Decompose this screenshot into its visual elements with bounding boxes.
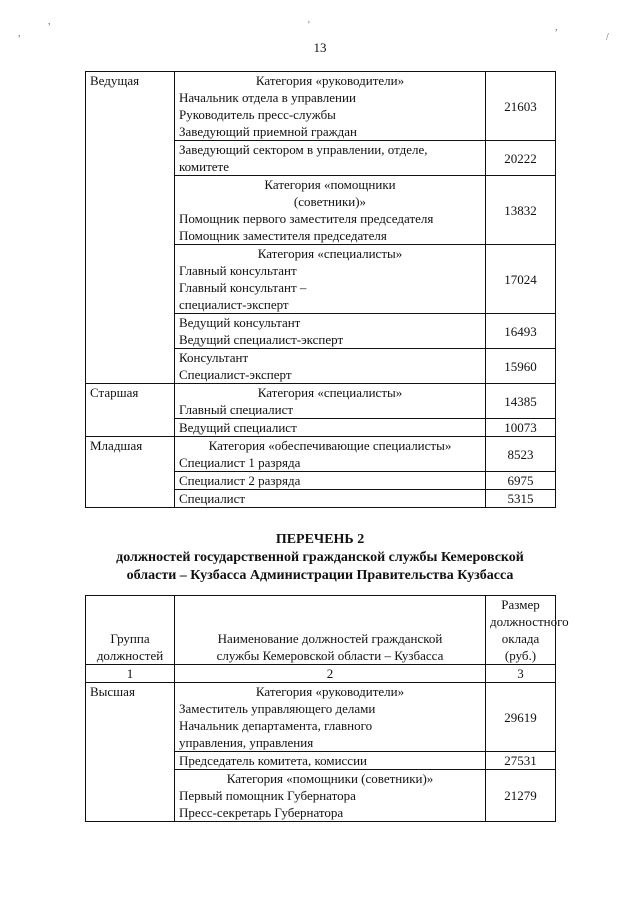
- header-text: должностей: [96, 648, 164, 663]
- salary-cell: 6975: [486, 472, 556, 490]
- salary-table-1: [85, 71, 556, 508]
- group-cell: [86, 683, 175, 822]
- group-name: Старшая: [90, 385, 139, 400]
- category-label: Категория «помощники (советники)»: [226, 771, 434, 786]
- scan-mark: ,: [48, 16, 51, 27]
- list-2-subtitle-line-2: области – Кузбасса Администрации Правительства Кузбасса: [126, 568, 514, 583]
- position-cell: [175, 245, 486, 314]
- position-name: Заведующий сектором в управлении, отделе,: [179, 142, 428, 157]
- scan-mark: ,: [555, 22, 558, 33]
- position-name: Начальник департамента, главного: [179, 718, 373, 733]
- position-cell: [175, 141, 486, 176]
- salary-cell: 17024: [486, 245, 556, 314]
- scan-mark: ,: [18, 28, 21, 39]
- salary-cell: 27531: [486, 752, 556, 770]
- salary-cell: 10073: [486, 419, 556, 437]
- category-label: Категория «помощники: [264, 177, 396, 192]
- salary-table-2: [85, 595, 569, 822]
- group-cell: [86, 72, 175, 384]
- header-text: Размер: [501, 597, 540, 612]
- position-name: Начальник отдела в управлении: [179, 90, 356, 105]
- position-name: Заведующий приемной граждан: [179, 124, 357, 139]
- header-text: Наименование должностей гражданской: [217, 631, 443, 646]
- salary-cell: 21279: [486, 770, 556, 822]
- category-label: Категория «руководители»: [255, 73, 405, 88]
- position-name: Пресс-секретарь Губернатора: [179, 805, 344, 820]
- position-name: Консультант: [179, 350, 249, 365]
- position-cell: [175, 437, 486, 472]
- group-cell: [86, 384, 175, 437]
- category-label: Категория «специалисты»: [257, 246, 403, 261]
- position-cell: [175, 683, 486, 752]
- list-2-title: ПЕРЕЧЕНЬ 2: [275, 532, 365, 547]
- header-text: службы Кемеровской области – Кузбасса: [216, 648, 444, 663]
- salary-cell: 13832: [486, 176, 556, 245]
- position-cell: [175, 176, 486, 245]
- position-name: Помощник заместителя председателя: [179, 228, 387, 243]
- position-cell: [175, 72, 486, 141]
- table-row: [86, 437, 556, 472]
- position-name: Ведущий консультант: [179, 315, 301, 330]
- column-number: 1: [86, 665, 175, 683]
- position-name: Первый помощник Губернатора: [179, 788, 356, 803]
- category-label: Категория «обеспечивающие специалисты»: [208, 438, 452, 453]
- group-cell: [86, 437, 175, 508]
- position-name: Ведущий специалист-эксперт: [179, 332, 344, 347]
- salary-cell: 20222: [486, 141, 556, 176]
- salary-cell: 16493: [486, 314, 556, 349]
- header-text: Группа: [110, 631, 150, 646]
- position-cell: [175, 384, 486, 419]
- category-label: (советники)»: [293, 194, 367, 209]
- scan-mark: ': [308, 20, 310, 31]
- position-cell: [175, 490, 486, 508]
- group-name: Младшая: [90, 438, 143, 453]
- header-salary-cell: [486, 596, 569, 665]
- table-row: [86, 683, 556, 752]
- salary-table-1-body: [86, 72, 556, 508]
- position-name: Председатель комитета, комиссии: [179, 753, 367, 768]
- category-label: Категория «руководители»: [255, 684, 405, 699]
- list-2-heading: [85, 531, 555, 585]
- position-cell: [175, 752, 486, 770]
- position-name: Помощник первого заместителя председателя: [179, 211, 434, 226]
- salary-cell: 14385: [486, 384, 556, 419]
- table-row: [86, 384, 556, 419]
- salary-cell: 15960: [486, 349, 556, 384]
- position-name: Главный консультант –: [179, 280, 307, 295]
- position-name: Специалист-эксперт: [179, 367, 292, 382]
- column-number: 3: [486, 665, 556, 683]
- position-cell: [175, 472, 486, 490]
- page-number: 13: [313, 40, 327, 55]
- position-name: Ведущий специалист: [179, 420, 297, 435]
- position-name: Специалист 1 разряда: [179, 455, 301, 470]
- position-cell: [175, 770, 486, 822]
- table-header-row: [86, 596, 556, 665]
- category-label: Категория «специалисты»: [257, 385, 403, 400]
- position-name: управления, управления: [179, 735, 314, 750]
- position-name: Главный консультант: [179, 263, 297, 278]
- scan-mark: /: [606, 32, 609, 43]
- salary-table-2-body: [86, 596, 569, 822]
- salary-cell: 21603: [486, 72, 556, 141]
- salary-cell: 8523: [486, 437, 556, 472]
- position-name: Специалист: [179, 491, 246, 506]
- salary-cell: 5315: [486, 490, 556, 508]
- position-name: Руководитель пресс-службы: [179, 107, 336, 122]
- table-row: [86, 72, 556, 141]
- group-name: Ведущая: [90, 73, 140, 88]
- position-name: Специалист 2 разряда: [179, 473, 301, 488]
- position-name: Главный специалист: [179, 402, 294, 417]
- position-cell: [175, 349, 486, 384]
- column-number-row: [86, 665, 556, 683]
- list-2-subtitle-line-1: должностей государственной гражданской службы Кемеровской: [116, 550, 524, 565]
- group-name: Высшая: [90, 684, 135, 699]
- header-text: должностного: [490, 614, 569, 629]
- position-name: Заместитель управляющего делами: [179, 701, 376, 716]
- header-text: оклада (руб.): [501, 631, 540, 663]
- column-number: 2: [175, 665, 486, 683]
- position-name: специалист-эксперт: [179, 297, 289, 312]
- header-group-cell: [86, 596, 175, 665]
- position-cell: [175, 314, 486, 349]
- position-name: комитете: [179, 159, 229, 174]
- header-position-cell: [175, 596, 486, 665]
- position-cell: [175, 419, 486, 437]
- salary-cell: 29619: [486, 683, 556, 752]
